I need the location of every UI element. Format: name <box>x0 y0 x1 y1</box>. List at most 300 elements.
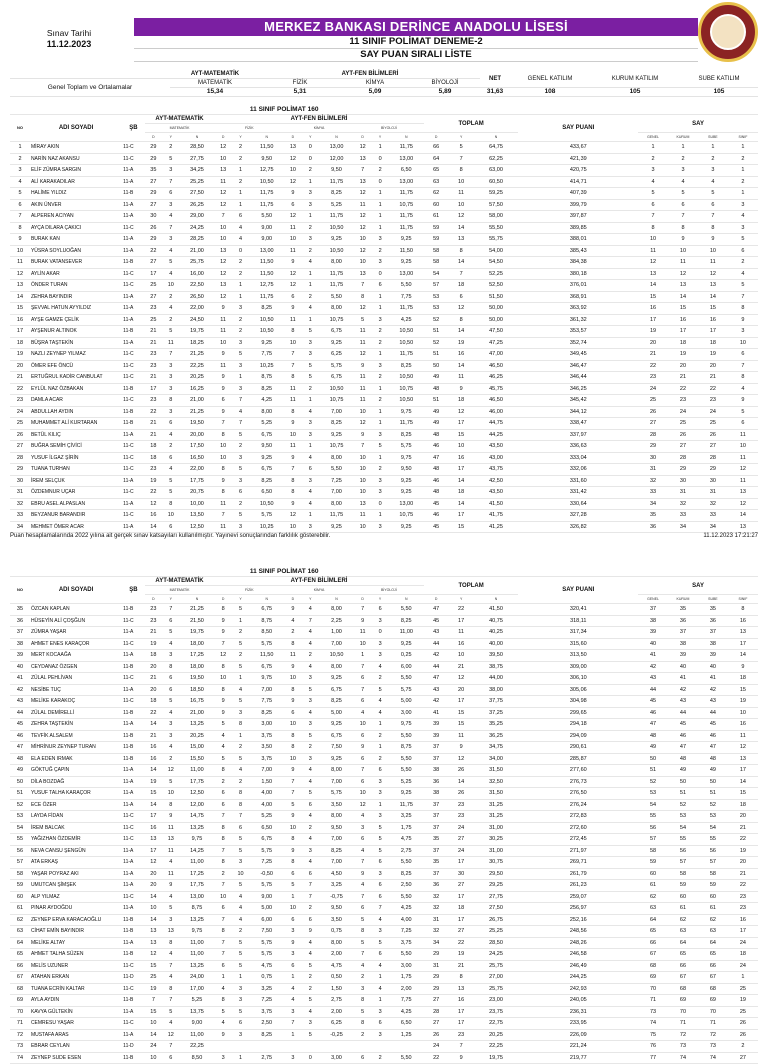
cell-total-d: 26 <box>424 1029 449 1041</box>
cell-rank-sinif: 12 <box>728 498 758 510</box>
cell-biy-y: 1 <box>371 799 388 811</box>
exam-date-label: Sınav Tarihi <box>46 28 92 38</box>
emblem-center <box>710 14 746 50</box>
cell-no: 2 <box>10 153 30 165</box>
cell-rank-kurum: 32 <box>668 498 698 510</box>
cell-rank-sinif: 6 <box>728 349 758 361</box>
cell-total-n: 57,50 <box>474 199 519 211</box>
cell-biy-y: 3 <box>371 487 388 499</box>
cell-sube: 11-C <box>122 891 144 903</box>
cell-total-d: 41 <box>424 707 449 719</box>
cell-fiz-d: 4 <box>214 983 231 995</box>
cell-total-y: 14 <box>449 257 474 269</box>
cell-total-y: 27 <box>449 926 474 938</box>
student-row <box>10 257 758 269</box>
cell-kim-n: 10,50 <box>319 245 354 257</box>
cell-total-d: 60 <box>424 199 449 211</box>
cell-total-n: 43,50 <box>474 441 519 453</box>
cell-rank-sinif: 7 <box>728 291 758 303</box>
cell-kim-y: 6 <box>302 464 319 476</box>
cell-rank-sinif: 3 <box>728 222 758 234</box>
cell-kim-n: 8,00 <box>319 765 354 777</box>
cell-kim-n: 10,75 <box>319 314 354 326</box>
cell-say-score: 407,39 <box>518 188 638 200</box>
cell-say-score: 246,49 <box>518 960 638 972</box>
cell-rank-kurum: 30 <box>668 475 698 487</box>
cell-sube: 11-A <box>122 314 144 326</box>
cell-name: İREM SELÇUK <box>30 475 122 487</box>
cell-total-y: 17 <box>449 464 474 476</box>
student-row <box>10 487 758 499</box>
footer-note: Puan hesaplamalarında 2022 yılına ait gerçek sınav katsayıları kullanılmıştır. Yayınevi sonuçlarından farklılık gösterebilir. <box>10 533 331 539</box>
cell-kim-y: 1 <box>302 441 319 453</box>
cell-kim-n: -0,25 <box>319 1029 354 1041</box>
cell-name: ATA ERKAŞ <box>30 857 122 869</box>
cell-kim-y: 4 <box>302 776 319 788</box>
title-block <box>134 18 698 70</box>
cell-fiz-n: 3,25 <box>249 983 284 995</box>
cell-rank-sube: 58 <box>698 868 728 880</box>
cell-rank-sube: 48 <box>698 753 728 765</box>
cell-mat-y: 3 <box>162 199 179 211</box>
cell-total-y: 21 <box>449 661 474 673</box>
cell-mat-y: 3 <box>162 360 179 372</box>
cell-rank-genel: 35 <box>638 510 668 522</box>
cell-total-y: 24 <box>449 822 474 834</box>
cell-name: BEYZANUR BARANDIR <box>30 510 122 522</box>
cell-say-score: 294,18 <box>518 719 638 731</box>
cell-fiz-y: 3 <box>232 857 249 869</box>
cell-rank-genel: 41 <box>638 650 668 662</box>
cell-rank-genel: 26 <box>638 406 668 418</box>
cell-biy-d: 7 <box>354 604 371 616</box>
cell-mat-d: 14 <box>145 1029 162 1041</box>
cell-rank-sube: 19 <box>698 349 728 361</box>
cell-biy-n: 5,00 <box>389 696 424 708</box>
cell-mat-y: 4 <box>162 949 179 961</box>
cell-fiz-n: 11,75 <box>249 188 284 200</box>
cell-mat-n: 26,50 <box>180 291 215 303</box>
cell-mat-n: 21,50 <box>180 615 215 627</box>
cell-rank-kurum: 54 <box>668 822 698 834</box>
cell-rank-sinif: 14 <box>728 776 758 788</box>
cell-name: AHMET ENES KARAÇOR <box>30 638 122 650</box>
cell-sube: 11-C <box>122 960 144 972</box>
cell-biy-d: 5 <box>354 914 371 926</box>
cell-sube: 11-A <box>122 1029 144 1041</box>
cell-fiz-d: 11 <box>214 176 231 188</box>
cell-sube: 11-C <box>122 811 144 823</box>
cell-fiz-n: 5,75 <box>249 638 284 650</box>
cell-total-y: 19 <box>449 949 474 961</box>
cell-kim-d: 7 <box>284 788 301 800</box>
student-row <box>10 234 758 246</box>
cell-total-d: 49 <box>424 372 449 384</box>
cell-biy-d: 11 <box>354 627 371 639</box>
avg-value-biy: 5,89 <box>410 88 480 97</box>
cell-fiz-y: 3 <box>232 452 249 464</box>
cell-biy-y: 3 <box>371 1006 388 1018</box>
cell-kim-y: 2 <box>302 245 319 257</box>
cell-kim-y: 2 <box>302 650 319 662</box>
cell-total-y: 20 <box>449 684 474 696</box>
cell-fiz-d: 7 <box>214 638 231 650</box>
cell-rank-sube: 52 <box>698 799 728 811</box>
cell-rank-genel: 3 <box>638 165 668 177</box>
student-row <box>10 441 758 453</box>
table-section-title: 11 SINIF POLİMAT 160 <box>145 106 424 115</box>
cell-rank-sube: 53 <box>698 811 728 823</box>
cell-kim-y: 4 <box>302 937 319 949</box>
cell-biy-y: 3 <box>371 429 388 441</box>
cell-say-score: 272,83 <box>518 811 638 823</box>
cell-biy-n: 9,75 <box>389 406 424 418</box>
cell-biy-y: 2 <box>371 395 388 407</box>
cell-say-score: 346,25 <box>518 383 638 395</box>
cell-biy-y: 1 <box>371 383 388 395</box>
cell-rank-kurum: 60 <box>668 891 698 903</box>
cell-mat-d: 13 <box>145 926 162 938</box>
cell-rank-sinif: 22 <box>728 834 758 846</box>
cell-mat-d: 18 <box>145 696 162 708</box>
cell-kim-y: 3 <box>302 188 319 200</box>
cell-sube: 11-A <box>122 788 144 800</box>
cell-biy-d: 2 <box>354 1029 371 1041</box>
cell-total-y: 8 <box>449 245 474 257</box>
cell-total-d: 47 <box>424 673 449 685</box>
cell-mat-n: 22,50 <box>180 280 215 292</box>
cell-biy-n: 9,75 <box>389 452 424 464</box>
cell-mat-y: 2 <box>162 291 179 303</box>
student-row <box>10 452 758 464</box>
cell-rank-genel: 66 <box>638 937 668 949</box>
cell-biy-n: 9,25 <box>389 521 424 533</box>
cell-total-n: 42,50 <box>474 475 519 487</box>
cell-biy-y: 3 <box>371 776 388 788</box>
cell-rank-genel: 74 <box>638 1018 668 1030</box>
cell-kim-n: 7,25 <box>319 475 354 487</box>
cell-rank-sinif: 3 <box>728 326 758 338</box>
cell-name: ZEYNEP SUDE ESEN <box>30 1052 122 1064</box>
cell-rank-sube: 32 <box>698 498 728 510</box>
cell-mat-y: 3 <box>162 650 179 662</box>
cell-mat-y: 8 <box>162 498 179 510</box>
cell-mat-n: 17,75 <box>180 475 215 487</box>
table-section-title: 11 SINIF POLİMAT 160 <box>145 568 424 577</box>
cell-total-y: 10 <box>449 441 474 453</box>
cell-kim-y: 3 <box>302 199 319 211</box>
cell-mat-y: 7 <box>162 176 179 188</box>
col-n: N <box>319 595 354 604</box>
cell-kim-y: 3 <box>302 1018 319 1030</box>
cell-fiz-d: 12 <box>214 291 231 303</box>
cell-rank-genel: 36 <box>638 521 668 533</box>
cell-mat-y: 5 <box>162 1006 179 1018</box>
cell-sube: 11-A <box>122 684 144 696</box>
cell-mat-n: 19,50 <box>180 418 215 430</box>
cell-no: 69 <box>10 995 30 1007</box>
cell-kim-y: 6 <box>302 914 319 926</box>
cell-rank-genel: 67 <box>638 949 668 961</box>
cell-rank-sube: 7 <box>698 211 728 223</box>
cell-kim-y: 4 <box>302 257 319 269</box>
cell-rank-kurum: 48 <box>668 753 698 765</box>
cell-kim-y: 3 <box>302 673 319 685</box>
cell-rank-kurum: 9 <box>668 234 698 246</box>
cell-biy-y: 1 <box>371 995 388 1007</box>
student-row <box>10 799 758 811</box>
cell-biy-y: 3 <box>371 234 388 246</box>
cell-biy-n: 5,50 <box>389 280 424 292</box>
cell-rank-genel: 58 <box>638 845 668 857</box>
cell-rank-sinif: 8 <box>728 372 758 384</box>
cell-mat-n: 29,00 <box>180 211 215 223</box>
cell-fiz-d: 7 <box>214 811 231 823</box>
cell-fiz-n: 13,00 <box>249 245 284 257</box>
cell-fiz-y: 1 <box>232 280 249 292</box>
student-row <box>10 383 758 395</box>
cell-kim-y: 3 <box>302 234 319 246</box>
cell-no: 8 <box>10 222 30 234</box>
cell-say-score: 261,79 <box>518 868 638 880</box>
cell-mat-y: 6 <box>162 188 179 200</box>
cell-say-score: 320,41 <box>518 604 638 616</box>
cell-mat-n: 20,75 <box>180 487 215 499</box>
cell-total-n: 46,50 <box>474 395 519 407</box>
cell-total-n: 31,50 <box>474 765 519 777</box>
cell-mat-d: 24 <box>145 1041 162 1053</box>
cell-biy-n: 5,75 <box>389 684 424 696</box>
cell-rank-kurum: 24 <box>668 406 698 418</box>
cell-fiz-d: 7 <box>214 211 231 223</box>
cell-rank-sube: 56 <box>698 845 728 857</box>
cell-biy-n: 3,00 <box>389 960 424 972</box>
cell-biy-y: 3 <box>371 1029 388 1041</box>
cell-rank-genel: 71 <box>638 995 668 1007</box>
cell-name: PINAR AYDOĞDU <box>30 903 122 915</box>
cell-say-score: 246,58 <box>518 949 638 961</box>
cell-fiz-n: 9,00 <box>249 234 284 246</box>
cell-rank-genel: 52 <box>638 776 668 788</box>
cell-kim-d: 10 <box>284 822 301 834</box>
cell-mat-d: 19 <box>145 983 162 995</box>
cell-biy-y: 5 <box>371 822 388 834</box>
cell-no: 36 <box>10 615 30 627</box>
cell-sube: 11-B <box>122 707 144 719</box>
cell-rank-kurum: 65 <box>668 949 698 961</box>
cell-mat-n: 11,00 <box>180 937 215 949</box>
cell-rank-genel: 13 <box>638 268 668 280</box>
cell-kim-y: 7 <box>302 880 319 892</box>
cell-kim-d: 11 <box>284 395 301 407</box>
cell-biy-n: 10,50 <box>389 337 424 349</box>
cell-total-y: 8 <box>449 165 474 177</box>
cell-say-score: 384,38 <box>518 257 638 269</box>
cell-kim-y: 0 <box>302 153 319 165</box>
cell-total-d: 66 <box>424 142 449 154</box>
cell-say-score: 361,32 <box>518 314 638 326</box>
cell-fiz-n: 7,25 <box>249 857 284 869</box>
cell-rank-sinif: 15 <box>728 788 758 800</box>
cell-total-n: 52,25 <box>474 268 519 280</box>
cell-fiz-y: 1 <box>232 972 249 984</box>
cell-say-score: 380,18 <box>518 268 638 280</box>
cell-rank-sube: 24 <box>698 406 728 418</box>
cell-mat-n: 13,75 <box>180 1006 215 1018</box>
cell-fiz-d: 12 <box>214 142 231 154</box>
cell-total-y: 7 <box>449 268 474 280</box>
cell-fiz-d: 8 <box>214 857 231 869</box>
cell-fiz-n: 7,25 <box>249 995 284 1007</box>
cell-name: ÖZCAN KAPLAN <box>30 604 122 616</box>
cell-fiz-n: 11,50 <box>249 650 284 662</box>
cell-rank-genel: 63 <box>638 903 668 915</box>
cell-biy-y: 1 <box>371 199 388 211</box>
cell-rank-sube: 8 <box>698 222 728 234</box>
cell-total-n: 31,25 <box>474 811 519 823</box>
student-row <box>10 673 758 685</box>
cell-mat-d: 23 <box>145 604 162 616</box>
cell-fiz-d: 9 <box>214 475 231 487</box>
cell-fiz-y: 2 <box>232 257 249 269</box>
cell-rank-sube: 29 <box>698 464 728 476</box>
cell-mat-y: 8 <box>162 661 179 673</box>
cell-rank-kurum: 70 <box>668 1006 698 1018</box>
cell-total-d: 42 <box>424 696 449 708</box>
student-row <box>10 638 758 650</box>
cell-rank-sube: 65 <box>698 949 728 961</box>
cell-kim-n: 11,75 <box>319 268 354 280</box>
cell-fiz-y: 3 <box>232 337 249 349</box>
cell-no: 48 <box>10 753 30 765</box>
cell-name: MİHRİNUR ZEYNEP TURAN <box>30 742 122 754</box>
cell-fiz-n: 11,50 <box>249 142 284 154</box>
cell-total-n: 44,00 <box>474 673 519 685</box>
cell-rank-genel: 43 <box>638 673 668 685</box>
cell-biy-n: 11,75 <box>389 349 424 361</box>
cell-biy-n: 10,75 <box>389 383 424 395</box>
cell-biy-n: 9,25 <box>389 475 424 487</box>
cell-kim-n: 5,25 <box>319 199 354 211</box>
cell-total-y: 17 <box>449 914 474 926</box>
cell-name: ALPEREN ACIYAN <box>30 211 122 223</box>
cell-total-d: 58 <box>424 245 449 257</box>
cell-kim-n: 7,00 <box>319 487 354 499</box>
cell-rank-sinif: 27 <box>728 1052 758 1064</box>
cell-rank-genel: 6 <box>638 199 668 211</box>
cell-kim-n: 0,75 <box>319 926 354 938</box>
cell-kim-y: 5 <box>302 960 319 972</box>
cell-no: 9 <box>10 234 30 246</box>
cell-rank-sube: 68 <box>698 983 728 995</box>
cell-rank-kurum: 16 <box>668 314 698 326</box>
cell-name: ZÜLAL DEMİRELLİ <box>30 707 122 719</box>
cell-mat-n: 21,00 <box>180 707 215 719</box>
cell-fiz-n: 10,50 <box>249 314 284 326</box>
cell-total-y: 22 <box>449 604 474 616</box>
cell-total-n: 25,75 <box>474 960 519 972</box>
cell-kim-n: 7,50 <box>319 742 354 754</box>
cell-no: 56 <box>10 845 30 857</box>
cell-fiz-d: 10 <box>214 891 231 903</box>
cell-fiz-y: 1 <box>232 199 249 211</box>
cell-biy-y: 5 <box>371 684 388 696</box>
cell-rank-genel: 7 <box>638 211 668 223</box>
cell-biy-d: 1 <box>354 650 371 662</box>
cell-total-d: 36 <box>424 776 449 788</box>
cell-kim-d: 9 <box>284 696 301 708</box>
student-row <box>10 1018 758 1030</box>
cell-total-d: 51 <box>424 349 449 361</box>
cell-no: 45 <box>10 719 30 731</box>
cell-mat-d: 23 <box>145 464 162 476</box>
cell-biy-y: 5 <box>371 834 388 846</box>
cell-kim-y: 3 <box>302 475 319 487</box>
cell-biy-d: 5 <box>354 1006 371 1018</box>
cell-biy-n: 10,50 <box>389 372 424 384</box>
cell-kim-n: 8,25 <box>319 696 354 708</box>
cell-mat-d: 17 <box>145 268 162 280</box>
cell-sube: 11-A <box>122 765 144 777</box>
cell-say-score: 305,06 <box>518 684 638 696</box>
cell-total-d: 38 <box>424 765 449 777</box>
cell-no: 17 <box>10 326 30 338</box>
cell-kim-n: 8,25 <box>319 845 354 857</box>
avg-subject-fiz: FİZİK <box>260 79 340 88</box>
results-table-2 <box>10 568 758 1064</box>
cell-total-n: 38,00 <box>474 684 519 696</box>
cell-kim-y: 6 <box>302 799 319 811</box>
cell-fiz-y: 5 <box>232 753 249 765</box>
cell-fiz-n: 9,25 <box>249 337 284 349</box>
cell-fiz-n: 9,75 <box>249 673 284 685</box>
cell-sube: 11-A <box>122 521 144 533</box>
cell-kim-d: 9 <box>284 845 301 857</box>
cell-no: 27 <box>10 441 30 453</box>
cell-total-d: 51 <box>424 326 449 338</box>
cell-rank-genel: 21 <box>638 349 668 361</box>
cell-kim-y: 4 <box>302 487 319 499</box>
cell-fiz-y: 5 <box>232 638 249 650</box>
cell-total-y: 17 <box>449 1006 474 1018</box>
cell-biy-y: 1 <box>371 452 388 464</box>
cell-total-d: 53 <box>424 291 449 303</box>
cell-sube: 11-A <box>122 475 144 487</box>
cell-total-d: 54 <box>424 268 449 280</box>
cell-say-score: 233,95 <box>518 1018 638 1030</box>
cell-fiz-d: 9 <box>214 707 231 719</box>
cell-kim-n: 13,00 <box>319 142 354 154</box>
student-row <box>10 268 758 280</box>
cell-fiz-y: 1 <box>232 188 249 200</box>
cell-fiz-n: 5,50 <box>249 211 284 223</box>
cell-fiz-y: 4 <box>232 765 249 777</box>
cell-total-y: 11 <box>449 730 474 742</box>
cell-sube: 11-C <box>122 673 144 685</box>
cell-rank-sube: 23 <box>698 395 728 407</box>
cell-biy-d: 10 <box>354 638 371 650</box>
col-n: N <box>249 133 284 142</box>
cell-kim-n: 8,00 <box>319 661 354 673</box>
cell-name: MEHMET ÖMER ACAR <box>30 521 122 533</box>
cell-fiz-n: 8,25 <box>249 1029 284 1041</box>
cell-rank-genel: 1 <box>638 142 668 154</box>
student-row <box>10 960 758 972</box>
cell-no: 25 <box>10 418 30 430</box>
cell-biy-d: 10 <box>354 788 371 800</box>
cell-rank-kurum: 47 <box>668 742 698 754</box>
cell-biy-d: 6 <box>354 776 371 788</box>
